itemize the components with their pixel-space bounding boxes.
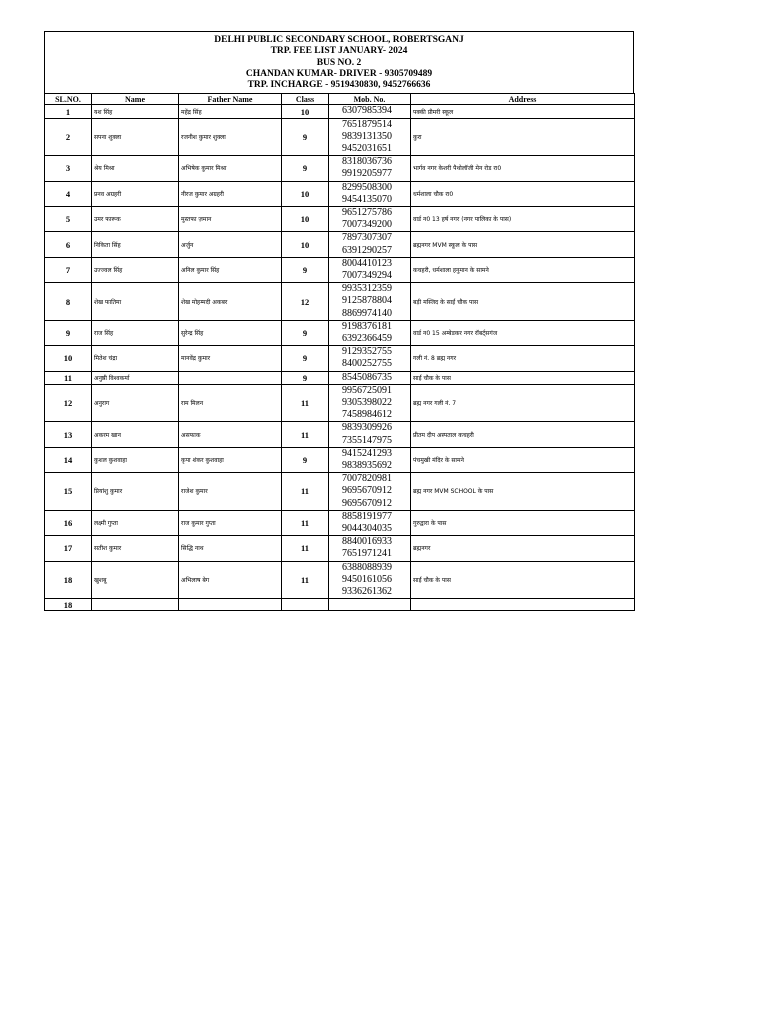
class-cell: 11 [282,561,329,599]
mobile-number: 9305398022 [342,396,392,408]
sl-no-cell: 11 [45,371,92,384]
mobile-number: 8400252755 [342,358,392,370]
class-cell: 9 [282,156,329,181]
student-name-cell: कुशल कुशवाहा [92,447,179,472]
address-cell: कुरा [411,118,635,156]
sl-no-cell: 3 [45,156,92,181]
mobile-cell [329,257,411,282]
table-row [45,510,635,535]
student-name-cell: श्रेय मिश्रा [92,156,179,181]
sl-no-cell: 12 [45,384,92,422]
mobile-number: 9839309926 [342,422,392,434]
address-cell: ब्रह्म नगर गली नं. 7 [411,384,635,422]
father-name-cell: अनिल कुमार सिंह [179,257,282,282]
col-header-address: Address [411,94,635,105]
mobile-number: 9956725091 [342,384,392,396]
mobile-number: 7007349200 [342,219,392,231]
class-cell: 11 [282,536,329,561]
address-cell: कचहरी, धर्मशाला हनुमान के सामने [411,257,635,282]
mobile-cell [329,561,411,599]
table-row [45,473,635,511]
col-header-father: Father Name [179,94,282,105]
sl-no-cell: 13 [45,422,92,447]
address-cell: साईं चौक के पास [411,561,635,599]
table-row [45,283,635,321]
table-row [45,346,635,371]
mobile-number: 8318036736 [342,156,392,168]
fee-table [44,93,635,611]
col-header-mobile: Mob. No. [329,94,411,105]
sl-no-cell: 4 [45,181,92,206]
class-cell: 12 [282,283,329,321]
table-row [45,207,635,232]
mobile-cell [329,320,411,345]
student-name-cell: अकरम खान [92,422,179,447]
student-name-cell: सतीश कुमार [92,536,179,561]
table-body [45,105,635,611]
mobile-number: 9919205977 [342,168,392,180]
table-row [45,384,635,422]
sl-no-cell: 1 [45,105,92,118]
father-name-cell: महेंद्र सिंह [179,105,282,118]
address-cell: वार्ड न0 15 अम्बेडकर नगर रॉबर्ट्सगंज [411,320,635,345]
class-cell: 9 [282,447,329,472]
class-cell [282,599,329,611]
table-row [45,599,635,611]
col-header-class: Class [282,94,329,105]
class-cell: 11 [282,422,329,447]
student-name-cell: निकिता सिंह [92,232,179,257]
mobile-number: 7007820981 [342,473,392,485]
mobile-number: 9839131350 [342,130,392,142]
mobile-number: 7651879514 [342,118,392,130]
mobile-cell [329,473,411,511]
mobile-number: 9935312359 [342,283,392,295]
mobile-number: 6307985394 [342,105,392,117]
address-cell: ब्रह्मनगर [411,536,635,561]
mobile-number: 7897307307 [342,232,392,244]
student-name-cell: प्रनव अग्रहरी [92,181,179,206]
table-row [45,118,635,156]
table-row [45,232,635,257]
student-name-cell: सपना शुक्ला [92,118,179,156]
mobile-number: 8299508300 [342,181,392,193]
father-name-cell: शेख मोहम्मदी अकबर [179,283,282,321]
sl-no-cell: 18 [45,561,92,599]
mobile-cell [329,599,411,611]
bus-number: BUS NO. 2 [316,57,362,68]
sl-no-cell: 17 [45,536,92,561]
father-name-cell [179,599,282,611]
father-name-cell: कृपा शंकर कुशवाहा [179,447,282,472]
sheet-header [44,31,634,93]
mobile-number: 7007349294 [342,270,392,282]
address-cell: ब्रह्म नगर MVM SCHOOL के पास [411,473,635,511]
student-name-cell: उमर फारूक [92,207,179,232]
father-name-cell: मुस्तफा ज़मान [179,207,282,232]
mobile-cell [329,105,411,118]
mobile-number: 7458984612 [342,409,392,421]
father-name-cell: रजनीश कुमार शुक्ला [179,118,282,156]
mobile-cell [329,232,411,257]
father-name-cell [179,371,282,384]
student-name-cell: अनुष्री विश्वकर्मा [92,371,179,384]
father-name-cell: राज कुमार गुप्ता [179,510,282,535]
address-cell: धर्मशाला चौक रा0 [411,181,635,206]
mobile-number: 9129352755 [342,346,392,358]
mobile-cell [329,536,411,561]
table-header-row [45,94,635,105]
table-row [45,371,635,384]
mobile-number: 8869974140 [342,307,392,319]
mobile-cell [329,283,411,321]
table-row [45,422,635,447]
class-cell: 10 [282,207,329,232]
address-cell: गली नं. 8 ब्रह्म नगर [411,346,635,371]
student-name-cell: यश सिंह [92,105,179,118]
class-cell: 11 [282,384,329,422]
table-row [45,156,635,181]
class-cell: 9 [282,118,329,156]
address-cell: वार्ड न0 13 हर्ष नगर (नगर पालिका के पास) [411,207,635,232]
fee-list-sheet [44,31,634,611]
father-name-cell: राम मिलन [179,384,282,422]
address-cell: बड़ी मस्जिद के साईं चौक पास [411,283,635,321]
mobile-cell [329,447,411,472]
sl-no-cell: 2 [45,118,92,156]
student-name-cell: प्रियांशु कुमार [92,473,179,511]
class-cell: 9 [282,257,329,282]
mobile-number: 9450161056 [342,573,392,585]
list-title: TRP. FEE LIST JANUARY- 2024 [270,46,408,57]
class-cell: 11 [282,473,329,511]
student-name-cell: उज्ज्वल सिंह [92,257,179,282]
father-name-cell: अभिलाष बेग [179,561,282,599]
mobile-number: 9415241293 [342,447,392,459]
class-cell: 9 [282,320,329,345]
class-cell: 10 [282,105,329,118]
mobile-number: 9044304035 [342,522,392,534]
father-name-cell: असफाक [179,422,282,447]
mobile-number: 7355147975 [342,434,392,446]
mobile-number: 6388088939 [342,561,392,573]
table-row [45,561,635,599]
class-cell: 9 [282,371,329,384]
sl-no-cell: 10 [45,346,92,371]
sl-no-cell: 15 [45,473,92,511]
sl-no-cell: 5 [45,207,92,232]
col-header-sl: SL.NO. [45,94,92,105]
student-name-cell: अनुराग [92,384,179,422]
mobile-number: 9336261362 [342,585,392,597]
sl-no-cell: 8 [45,283,92,321]
student-name-cell: खुशबू [92,561,179,599]
mobile-cell [329,371,411,384]
col-header-name: Name [92,94,179,105]
mobile-number: 9695670912 [342,485,392,497]
mobile-cell [329,384,411,422]
student-name-cell: शेख फातिमा [92,283,179,321]
sl-no-cell: 16 [45,510,92,535]
class-cell: 9 [282,346,329,371]
table-row [45,536,635,561]
table-row [45,105,635,118]
mobile-cell [329,510,411,535]
father-name-cell: सिद्धि नाथ [179,536,282,561]
mobile-number: 9125878804 [342,295,392,307]
mobile-cell [329,346,411,371]
mobile-number: 8545086735 [342,371,392,383]
table-row [45,447,635,472]
mobile-number: 9452031651 [342,143,392,155]
mobile-cell [329,156,411,181]
mobile-number: 9838935692 [342,459,392,471]
address-cell: ब्रह्मनगर MVM स्कूल के पास [411,232,635,257]
mobile-cell [329,422,411,447]
address-cell: पक्की प्रीमरी स्कूल [411,105,635,118]
address-cell: साईं चौक के पास [411,371,635,384]
sl-no-cell: 9 [45,320,92,345]
mobile-number: 6392366459 [342,333,392,344]
mobile-number: 9454135070 [342,193,392,205]
mobile-number: 9198376181 [342,320,392,332]
mobile-cell [329,181,411,206]
sl-no-cell: 6 [45,232,92,257]
mobile-number: 8840016933 [342,536,392,548]
father-name-cell: सुरेन्द्र सिंह [179,320,282,345]
class-cell: 10 [282,181,329,206]
class-cell: 11 [282,510,329,535]
address-cell: गुरुद्वारा के पास [411,510,635,535]
father-name-cell: अभिषेक कुमार मिश्रा [179,156,282,181]
table-row [45,320,635,345]
father-name-cell: मानवेंद्र कुमार [179,346,282,371]
student-name-cell [92,599,179,611]
sl-no-cell: 14 [45,447,92,472]
student-name-cell: राज सिंह [92,320,179,345]
address-cell: प्रीतम दीप अस्पताल कचहरी [411,422,635,447]
address-cell: पंचमुखी मंदिर के सामने [411,447,635,472]
class-cell: 10 [282,232,329,257]
mobile-number: 9651275786 [342,207,392,219]
student-name-cell: मितेश चंद्रा [92,346,179,371]
mobile-cell [329,118,411,156]
address-cell: भार्गव नगर केशरी पैथोलॉजी मेन रोड रा0 [411,156,635,181]
mobile-number: 7651971241 [342,548,392,560]
incharge-info: TRP. INCHARGE - 9519430830, 9452766636 [247,80,431,91]
driver-info: CHANDAN KUMAR- DRIVER - 9305709489 [245,68,433,79]
sl-no-cell: 18 [45,599,92,611]
father-name-cell: अर्जुन [179,232,282,257]
sl-no-cell: 7 [45,257,92,282]
mobile-number: 8858191977 [342,510,392,522]
mobile-cell [329,207,411,232]
school-name: DELHI PUBLIC SECONDARY SCHOOL, ROBERTSGANJ [214,35,464,45]
father-name-cell: राजेश कुमार [179,473,282,511]
address-cell [411,599,635,611]
student-name-cell: लक्ष्मी गुप्ता [92,510,179,535]
table-row [45,181,635,206]
father-name-cell: नीरज कुमार अग्रहरी [179,181,282,206]
mobile-number: 8004410123 [342,257,392,269]
mobile-number: 6391290257 [342,244,392,256]
table-row [45,257,635,282]
mobile-number: 9695670912 [342,497,392,509]
